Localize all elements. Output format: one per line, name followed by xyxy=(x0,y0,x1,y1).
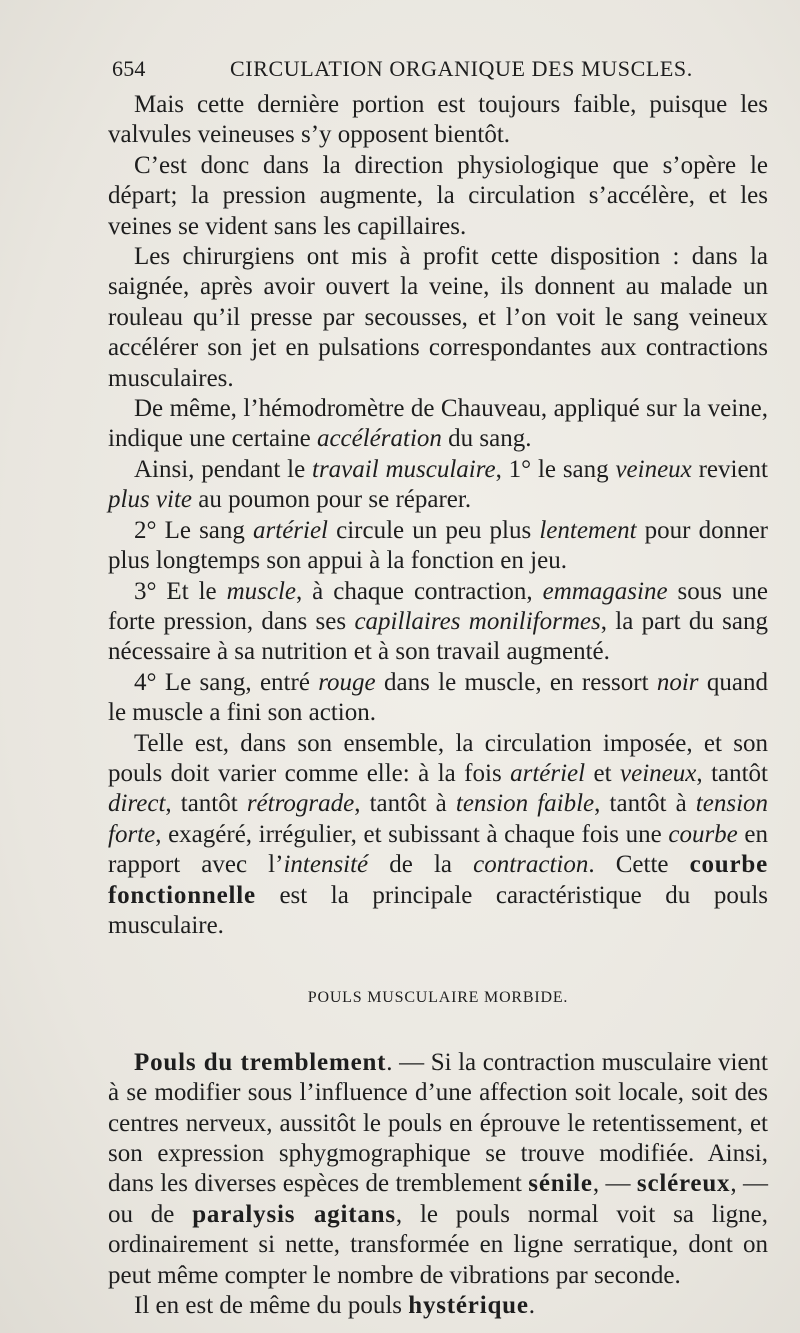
paragraph xyxy=(108,151,768,242)
bold-text: hystérique xyxy=(408,1292,529,1320)
italic-text: rouge xyxy=(318,668,376,696)
text-run: et xyxy=(585,759,621,787)
text-run: , tantôt à xyxy=(354,790,456,818)
text-run: 3° Et le xyxy=(134,577,227,605)
text-run: , — xyxy=(592,1170,637,1198)
italic-text: lentement xyxy=(539,516,637,544)
paragraph xyxy=(108,242,768,394)
text-run: pour donner plus longtemps son appui à la fonction en jeu. xyxy=(108,516,768,575)
text-run: quand le muscle a fini son action. xyxy=(108,668,768,727)
italic-text: capillaires moniliformes xyxy=(354,607,601,635)
italic-text: tension faible xyxy=(455,790,595,818)
italic-text: intensité xyxy=(283,851,369,879)
paragraph xyxy=(108,1291,768,1321)
bold-text: courbe fonctionnelle xyxy=(108,851,768,909)
text-run: C’est donc dans la direction physiologique que s’opère le départ; la pression augmente, la circulation s’accélère, et les veines se vident sans les capillaires. xyxy=(108,151,768,240)
bold-text: paralysis agitans xyxy=(192,1200,396,1228)
paragraph xyxy=(108,394,768,455)
italic-text: plus vite xyxy=(108,486,193,514)
text-run: de la xyxy=(368,851,474,879)
italic-text: accélération xyxy=(316,425,442,453)
bold-text: scléreux xyxy=(636,1170,731,1198)
text-run: 2° Le sang xyxy=(134,516,254,544)
running-head xyxy=(112,56,762,86)
paragraph xyxy=(108,577,768,668)
paragraph xyxy=(108,455,768,516)
text-run: Les chirurgiens ont mis à profit cette disposition : dans la saignée, après avoir ouvert la veine, ils donnent au malade un rouleau qu’il presse par secousses, et l’on voit le sang veineux accélérer son jet en pulsations correspondantes aux contractions musculaires. xyxy=(108,243,768,392)
paragraph xyxy=(108,90,768,151)
text-run: . — Si la contraction musculaire vient à se modifier sous l’influence d’une affection soit locale, soit des centres nerveux, aussitôt le pouls en éprouve le retentissement, et son expression sphygmographique se trouve modifiée. Ainsi, dans les diverses espèces de tremblement xyxy=(108,1048,768,1198)
italic-text: tension forte xyxy=(108,790,769,848)
text-run: sous une forte pression, dans ses xyxy=(108,577,769,635)
paragraph xyxy=(108,1048,768,1291)
paragraph xyxy=(108,516,768,577)
bold-text: sénile xyxy=(528,1170,593,1198)
bold-text: Pouls du tremblement xyxy=(134,1048,387,1076)
text-run: , 1° le sang xyxy=(495,455,616,483)
italic-text: courbe xyxy=(668,820,738,848)
italic-text: travail musculaire xyxy=(312,455,496,483)
italic-text: rétrograde xyxy=(246,790,355,818)
running-title: CIRCULATION ORGANIQUE DES MUSCLES. xyxy=(230,56,693,81)
body-text xyxy=(108,90,768,1321)
text-run: 4° Le sang, entré xyxy=(134,668,319,696)
italic-text: noir xyxy=(656,668,699,696)
main-paragraphs xyxy=(108,90,768,941)
text-run: , tantôt à xyxy=(594,790,696,818)
text-run: Ainsi, pendant le xyxy=(134,455,312,483)
text-run: en rapport avec l’ xyxy=(108,820,768,879)
paragraph xyxy=(108,668,768,729)
text-run: Telle est, dans son ensemble, la circulation imposée, et son pouls doit varier comme elle: à la fois xyxy=(108,729,768,787)
page-number: 654 xyxy=(112,56,146,81)
text-run: Mais cette dernière portion est toujours faible, puisque les valvules veineuses s’y opposent bientôt. xyxy=(108,91,768,149)
text-run: circule un peu plus xyxy=(328,516,540,544)
text-run: , — ou de xyxy=(108,1170,769,1228)
section-heading: POULS MUSCULAIRE MORBIDE. xyxy=(307,989,569,1007)
text-run: . xyxy=(528,1292,535,1320)
italic-text: veineux xyxy=(615,455,692,483)
italic-text: emmagasine xyxy=(542,577,668,605)
italic-text: direct xyxy=(108,790,166,818)
paragraph xyxy=(108,729,768,942)
text-run: . Cette xyxy=(588,851,690,879)
text-run: , exagéré, irrégulier, et subissant à chaque fois une xyxy=(155,820,669,848)
text-run: , tantôt xyxy=(165,790,247,818)
italic-text: muscle xyxy=(226,577,296,605)
text-run: , tantôt xyxy=(696,759,768,787)
text-run: De même, l’hémodromètre de Chauveau, appliqué sur la veine, indique une certaine xyxy=(108,395,768,453)
text-run: , à chaque contraction, xyxy=(296,577,543,605)
text-run: , le pouls normal voit sa ligne, ordinairement si nette, transformée en ligne serratique, dont on peut même compter le nombre de vibrations par seconde. xyxy=(108,1200,768,1289)
italic-text: artériel xyxy=(253,516,329,544)
italic-text: artériel xyxy=(510,759,586,787)
text-run: , la part du sang nécessaire à sa nutrition et à son travail augmenté. xyxy=(108,607,769,666)
text-run: Il en est de même du pouls xyxy=(134,1292,409,1320)
text-run: au poumon pour se réparer. xyxy=(192,486,472,514)
italic-text: contraction xyxy=(473,851,589,879)
text-run: est la principale caractéristique du pouls musculaire. xyxy=(108,881,768,939)
text-run: dans le muscle, en ressort xyxy=(375,668,657,696)
italic-text: veineux xyxy=(620,759,697,787)
text-run: du sang. xyxy=(441,425,532,453)
text-run: revient xyxy=(691,455,768,483)
section-paragraphs xyxy=(108,1048,768,1322)
